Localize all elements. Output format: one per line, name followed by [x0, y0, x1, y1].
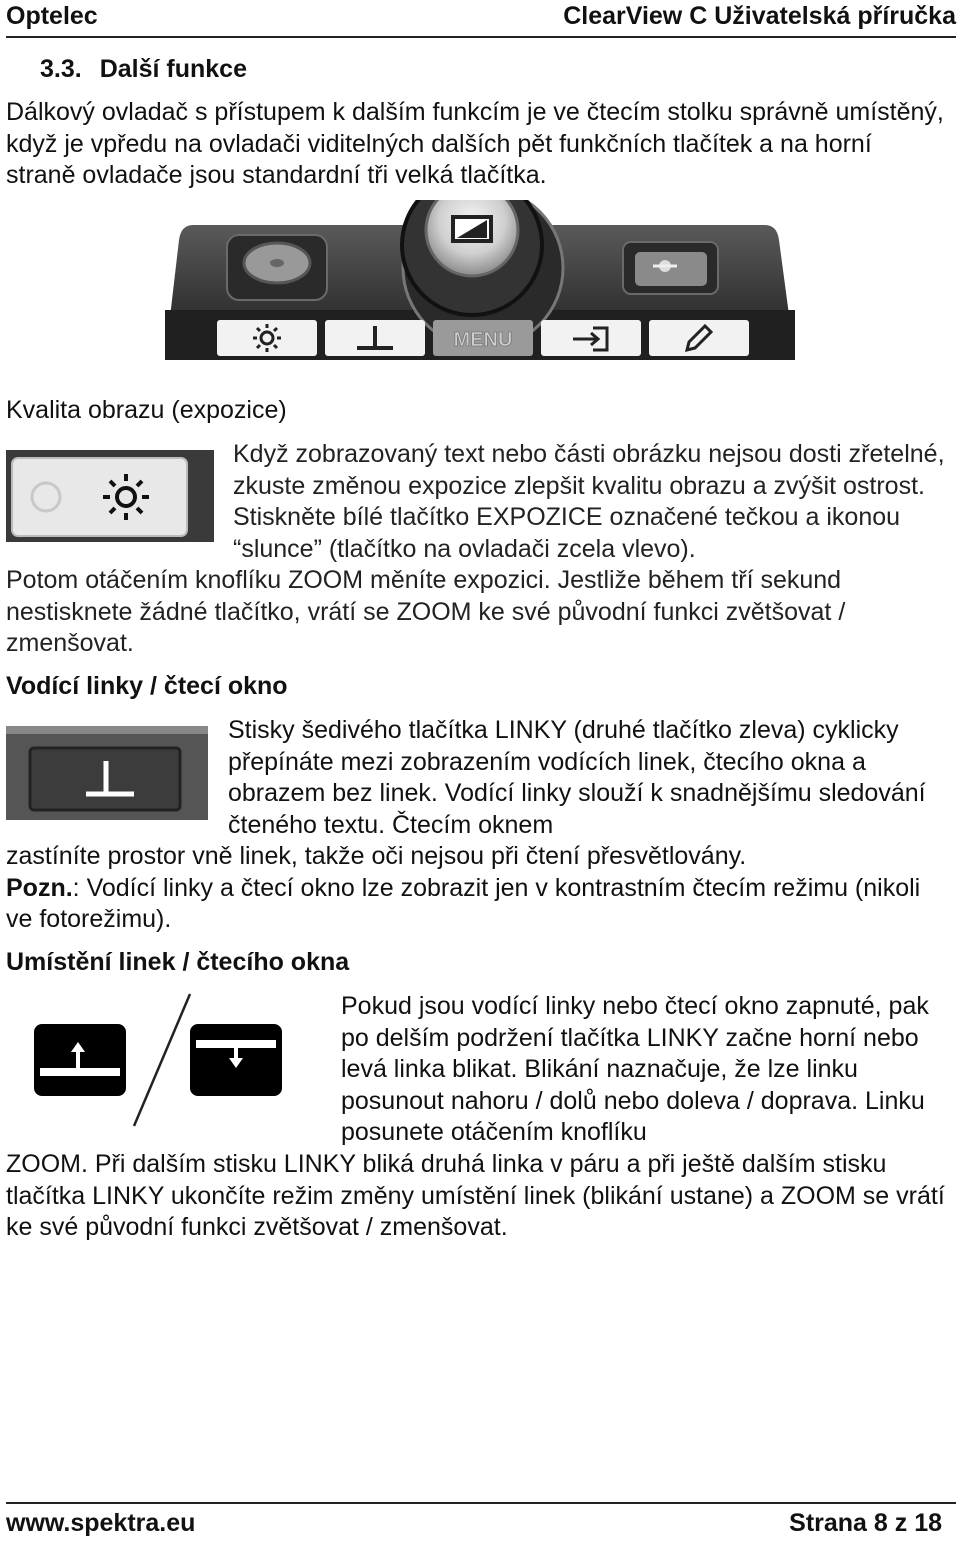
line-placement-image [30, 990, 330, 1130]
menu-key-label: MENU [453, 329, 513, 351]
exposure-button-image [6, 450, 214, 542]
section-number: 3.3. [40, 55, 82, 83]
placement-paragraph-1: Pokud jsou vodící linky nebo čtecí okno zapnuté, pak po delším podržení tlačítka LINKY začne horní nebo levá linka blikat. Blikání naznačuje, že lze linku posunout nahoru / dolů nebo doleva / doprava. Linku posunete otáčením knoflíku [341, 992, 929, 1146]
footer-page-number: Strana 8 z 18 [789, 1509, 942, 1537]
header-title: ClearView C Uživatelská příručka [563, 2, 956, 30]
section-title [40, 55, 247, 84]
note-label: Pozn. [6, 873, 73, 902]
lines-paragraph-2 [6, 841, 951, 936]
header-brand: Optelec [6, 2, 98, 30]
exposure-heading: Kvalita obrazu (expozice) [6, 396, 287, 424]
section-title-text: Další funkce [99, 55, 247, 83]
lines-button-image [6, 726, 208, 820]
lines-note [6, 873, 951, 936]
remote-control-image [165, 200, 795, 365]
lines-paragraph-2-text: zastíníte prostor vně linek, takže oči nejsou při čtení přesvětlovány. [6, 842, 747, 870]
page-header [6, 0, 956, 38]
footer-website[interactable]: www.spektra.eu [6, 1509, 196, 1537]
page-footer [6, 1502, 956, 1542]
exposure-paragraph-1: Když zobrazovaný text nebo části obrázku nejsou dosti zřetelné, zkuste změnou expozice zlepšit kvalitu obrazu a zvýšit ostrost. Stiskněte bílé tlačítko EXPOZICE označené tečkou a ikonou “slunce” (tlačítko na ovladači zcela vlevo). [233, 440, 945, 563]
note-text: : Vodící linky a čtecí okno lze zobrazit jen v kontrastním čtecím režimu (nikoli ve fotorežimu). [6, 873, 921, 933]
lines-paragraph-1: Stisky šedivého tlačítka LINKY (druhé tlačítko zleva) cyklicky přepínáte mezi zobrazením vodících linek, čtecího okna a obrazem bez linek. Vodící linky slouží k snadnějšímu sledování čteného textu. Čtecím oknem [228, 716, 926, 839]
lines-heading: Vodící linky / čtecí okno [6, 672, 288, 700]
exposure-paragraph-2: Potom otáčením knoflíku ZOOM měníte expozici. Jestliže během tří sekund nestisknete žádné tlačítko, vrátí se ZOOM ke své původní funkci zvětšovat / zmenšovat. [6, 566, 846, 657]
placement-heading: Umístění linek / čtecího okna [6, 948, 350, 976]
placement-paragraph-2: ZOOM. Při dalším stisku LINKY bliká druhá linka v páru a při ještě dalším stisku tlačítka LINKY ukončíte režim změny umístění linek (blikání ustane) a ZOOM se vrátí ke své původní funkci zvětšovat / zmenšovat. [6, 1150, 945, 1241]
intro-paragraph: Dálkový ovladač s přístupem k dalším funkcím je ve čtecím stolku správně umístěný, když je vpředu na ovladači viditelných dalších pět funkčních tlačítek a na horní straně ovladače jsou standardní tři velká tlačítka. [6, 98, 944, 189]
